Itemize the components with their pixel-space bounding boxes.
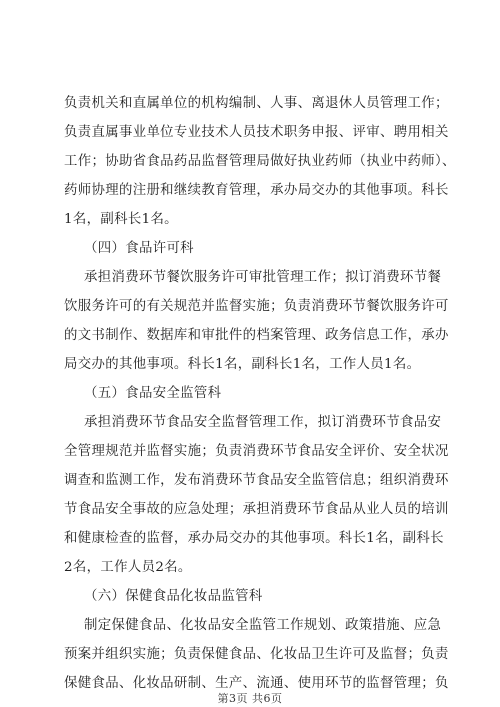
- text-line: 1名，副科长1名。: [64, 212, 178, 227]
- text-line: 负责机关和直属单位的机构编制、人事、离退休人员管理工作；: [64, 96, 449, 111]
- section-heading: （五）食品安全监管科: [84, 386, 222, 401]
- text-line: 局交办的其他事项。科长1名，副科长1名，工作人员1名。: [64, 357, 421, 372]
- text-line: 的文书制作、数据库和审批件的档案管理、政务信息工作，承办: [64, 328, 449, 343]
- text-line: 制定保健食品、化妆品安全监管工作规划、政策措施、应急: [84, 618, 442, 633]
- text-line: 负责直属事业单位专业技术人员技术职务申报、评审、聘用相关: [64, 125, 449, 140]
- text-line: 工作；协助省食品药品监督管理局做好执业药师（执业中药师）、: [64, 154, 456, 169]
- section-heading: （四）食品许可科: [84, 241, 194, 256]
- text-line: 预案并组织实施；负责保健食品、化妆品卫生许可及监督；负责: [64, 647, 449, 662]
- page-footer: 第3页 共6页: [217, 692, 283, 705]
- text-line: 和健康检查的监督，承办局交办的其他事项。科长1名，副科长: [64, 531, 444, 546]
- text-line: 全管理规范并监督实施；负责消费环节食品安全评价、安全状况: [64, 444, 449, 459]
- text-line: 调查和监测工作，发布消费环节食品安全监管信息；组织消费环: [64, 473, 449, 488]
- text-line: 药师协理的注册和继续教育管理，承办局交办的其他事项。科长: [64, 183, 449, 198]
- text-line: 承担消费环节食品安全监督管理工作，拟订消费环节食品安: [84, 415, 442, 430]
- text-line: 承担消费环节餐饮服务许可审批管理工作；拟订消费环节餐: [84, 270, 442, 285]
- section-heading: （六）保健食品化妆品监管科: [84, 589, 263, 604]
- text-line: 节食品安全事故的应急处理；承担消费环节食品从业人员的培训: [64, 502, 449, 517]
- text-line: 保健食品、化妆品研制、生产、流通、使用环节的监督管理；负: [64, 676, 449, 691]
- text-line: 2名，工作人员2名。: [64, 560, 192, 575]
- text-line: 饮服务许可的有关规范并监督实施；负责消费环节餐饮服务许可: [64, 299, 449, 314]
